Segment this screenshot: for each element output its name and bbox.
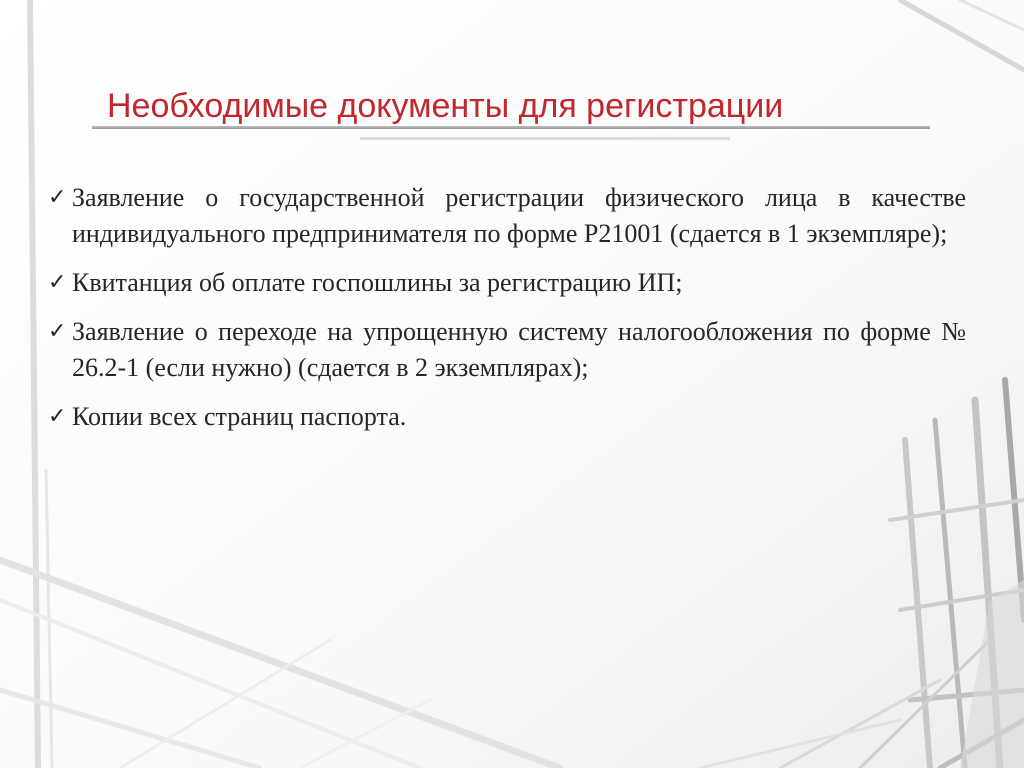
list-item-fee-receipt	[48, 265, 966, 301]
list-item-text: Заявление о переходе на упрощенную систему налогообложения по форме № 26.2-1 (если нужно) (сдается в 2 экземплярах);	[72, 317, 966, 382]
slide-title: Необходимые документы для регистрации	[107, 87, 784, 125]
title-underline	[92, 126, 930, 129]
check-icon: ✓	[48, 319, 67, 344]
list-item-simplified-tax-application	[48, 314, 966, 386]
check-icon: ✓	[48, 185, 67, 210]
documents-list	[48, 180, 966, 435]
title-underline-shadow	[360, 137, 730, 140]
check-icon: ✓	[48, 404, 67, 429]
list-item-passport-copies	[48, 399, 966, 435]
list-item-text: Заявление о государственной регистрации физического лица в качестве индивидуального предпринимателя по форме Р21001 (сдается в 1 экземпляре);	[72, 183, 966, 248]
list-item-application-p21001	[48, 180, 966, 252]
check-icon: ✓	[48, 270, 67, 295]
list-item-text: Копии всех страниц паспорта.	[72, 402, 407, 431]
list-item-text: Квитанция об оплате госпошлины за регистрацию ИП;	[72, 268, 683, 297]
